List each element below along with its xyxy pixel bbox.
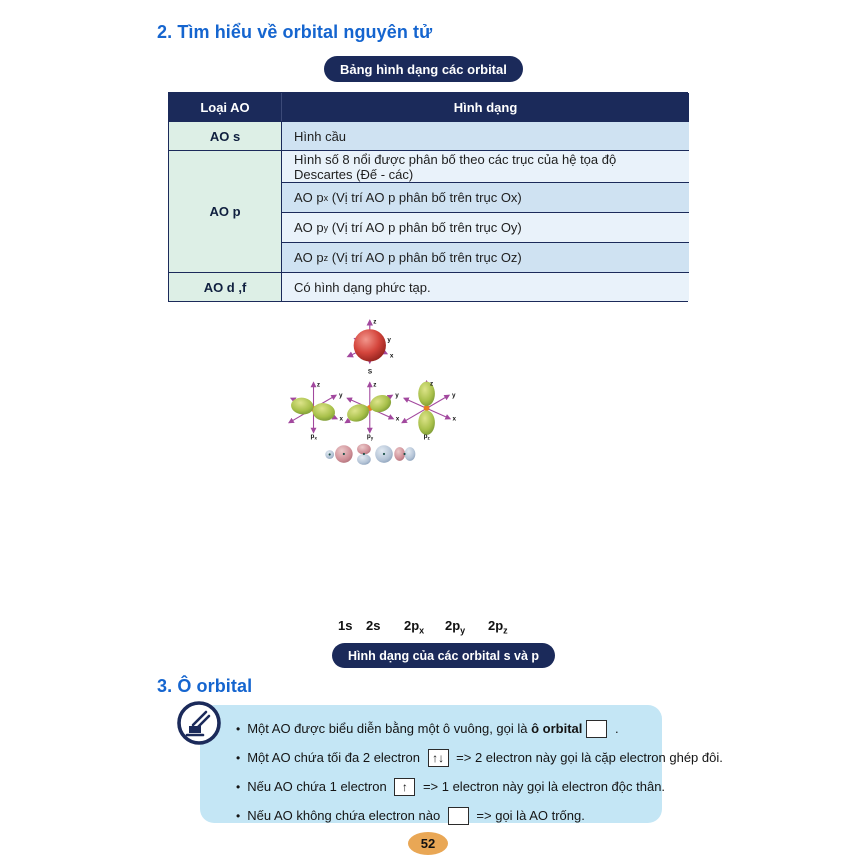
table-row-px: AO p x (Vị trí AO p phân bố trên trục Ox) bbox=[281, 182, 689, 212]
empty-orbital-box-icon bbox=[448, 807, 469, 825]
pz-orbital-diagram bbox=[402, 380, 456, 434]
small-orbitals-row bbox=[325, 444, 415, 465]
table-header-shape: Hình dạng bbox=[281, 93, 689, 121]
table-row-df-shape: Có hình dạng phức tạp. bbox=[281, 272, 689, 301]
py-label: $p_y$ bbox=[366, 432, 374, 441]
writing-hand-icon bbox=[176, 700, 222, 746]
px-desc: (Vị trí AO p phân bố trên trục Ox) bbox=[328, 190, 522, 205]
table-row-s-shape: Hình cầu bbox=[281, 121, 689, 150]
note3-text: Nếu AO chứa 1 electron bbox=[247, 779, 391, 794]
px-axis-x-label: x bbox=[339, 415, 343, 423]
table-row-py: AO p y (Vị trí AO p phân bố trên trục Oy) bbox=[281, 212, 689, 242]
orbital-2pz bbox=[394, 447, 415, 461]
note2-text: Một AO chứa tối đa 2 electron bbox=[247, 750, 424, 765]
label-2pz: $2p_z$ bbox=[488, 618, 508, 636]
orbital-shape-table bbox=[168, 92, 688, 302]
s-axis-x-label: x bbox=[389, 352, 394, 360]
note3-end: => 1 electron này gọi là electron độc thân. bbox=[419, 779, 666, 794]
note2-end: => 2 electron này gọi là cặp electron ghép đôi. bbox=[452, 750, 723, 765]
single-electron-box-icon: ↑ bbox=[394, 778, 415, 796]
note1-end: . bbox=[611, 721, 619, 736]
pz-desc: (Vị trí AO p phân bố trên trục Oz) bbox=[328, 250, 522, 265]
pz-axis-z-label: z bbox=[430, 380, 434, 388]
label-1s: 1s bbox=[338, 618, 353, 633]
bullet-icon: • bbox=[236, 808, 241, 823]
pz-label: $p_z$ bbox=[423, 432, 430, 441]
s-axis-y-label: y bbox=[387, 336, 391, 344]
pz-axis-x-label: x bbox=[452, 415, 457, 423]
py-axis-y-label: y bbox=[395, 392, 399, 400]
note-line-1 bbox=[236, 714, 648, 743]
orbital-2px bbox=[357, 444, 371, 465]
py-text: AO p bbox=[294, 220, 324, 235]
table-label-ao-df: AO d ,f bbox=[169, 272, 281, 301]
page-number-badge: 52 bbox=[408, 832, 448, 855]
note-line-3 bbox=[236, 772, 666, 801]
note1-text: Một AO được biểu diễn bằng một ô vuông, gọi là bbox=[247, 721, 532, 736]
note4-end: => gọi là AO trống. bbox=[472, 808, 585, 823]
s-orbital-sphere bbox=[354, 329, 386, 361]
s-orbital-label: S bbox=[367, 368, 373, 376]
label-2py: $2p_y$ bbox=[445, 618, 466, 636]
py-axis-z-label: z bbox=[373, 381, 377, 389]
bullet-icon: • bbox=[236, 750, 241, 765]
table-label-ao-s: AO s bbox=[169, 121, 281, 150]
table-banner: Bảng hình dạng các orbital bbox=[324, 56, 523, 82]
px-axis-z-label: z bbox=[316, 381, 321, 389]
table-label-ao-p: AO p bbox=[169, 150, 281, 272]
s-axis-z-label: z bbox=[373, 318, 377, 326]
note-line-2 bbox=[236, 743, 723, 772]
table-header-type: Loại AO bbox=[169, 93, 281, 121]
orbital-shapes-illustration bbox=[240, 315, 620, 617]
shapes-banner: Hình dạng của các orbital s và p bbox=[332, 643, 555, 668]
empty-orbital-box-icon bbox=[586, 720, 607, 738]
px-label: $p_x$ bbox=[310, 432, 317, 441]
orbital-notes-box bbox=[200, 705, 723, 823]
section3-title: 3. Ô orbital bbox=[157, 676, 253, 696]
table-row-p-general: Hình số 8 nổi được phân bố theo các trục của hệ tọa độ Descartes (Đế - các) bbox=[281, 150, 689, 182]
py-desc: (Vị trí AO p phân bố trên trục Oy) bbox=[328, 220, 522, 235]
pz-text: AO p bbox=[294, 250, 324, 265]
note4-text: Nếu AO không chứa electron nào bbox=[247, 808, 444, 823]
px-orbital-diagram bbox=[289, 381, 343, 432]
px-text: AO p bbox=[294, 190, 324, 205]
bullet-icon: • bbox=[236, 779, 241, 794]
table-row-pz: AO p z (Vị trí AO p phân bố trên trục Oz) bbox=[281, 242, 689, 272]
py-orbital-diagram bbox=[345, 381, 400, 432]
label-2px: $2p_x$ bbox=[404, 618, 425, 636]
section2-title: 2. Tìm hiểu về orbital nguyên tử bbox=[157, 22, 433, 42]
note-line-4 bbox=[236, 801, 648, 830]
bullet-icon: • bbox=[236, 721, 241, 736]
note1-bold: ô orbital bbox=[531, 721, 583, 736]
py-axis-x-label: x bbox=[395, 415, 400, 423]
label-2s: 2s bbox=[366, 618, 381, 633]
pz-axis-y-label: y bbox=[452, 392, 456, 400]
paired-electrons-box-icon: ↑↓ bbox=[428, 749, 449, 767]
px-axis-y-label: y bbox=[338, 392, 343, 400]
